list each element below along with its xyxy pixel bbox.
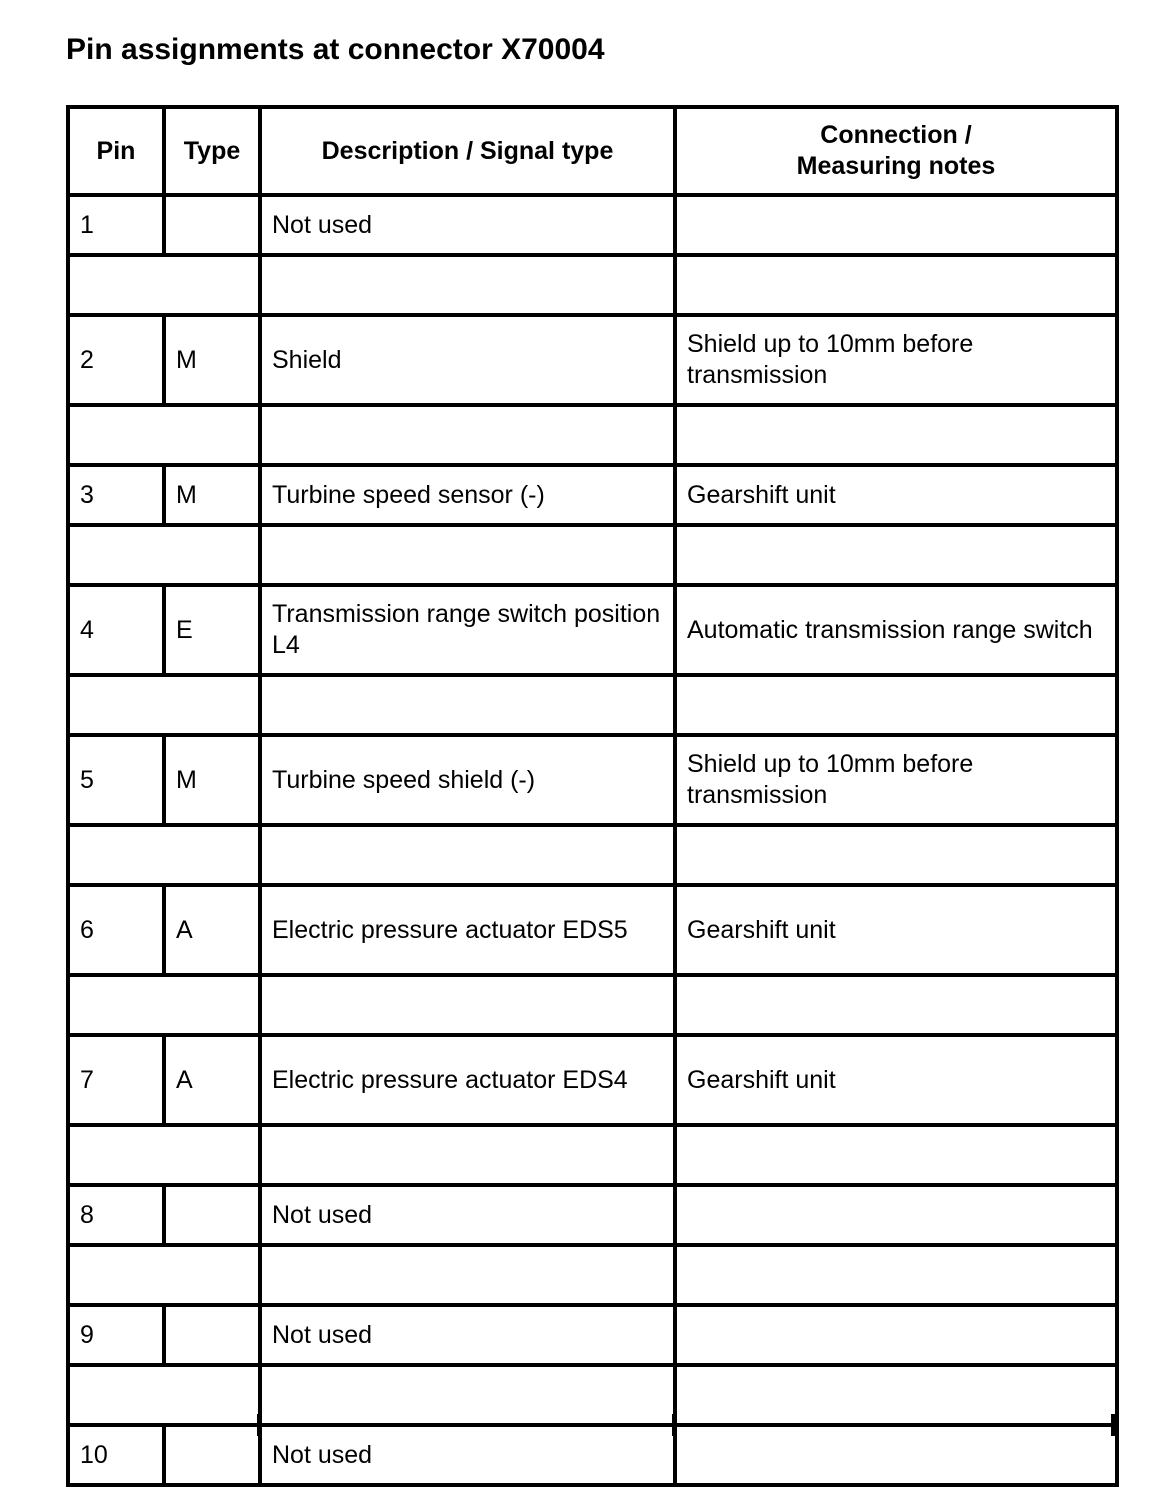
spacer-cell	[68, 1245, 260, 1305]
pin-cell: 1	[68, 195, 164, 255]
connection-cell: Shield up to 10mm before transmission	[675, 735, 1117, 825]
spacer-cell	[675, 975, 1117, 1035]
spacer-cell	[68, 525, 260, 585]
type-cell	[164, 1425, 260, 1485]
table-row	[68, 315, 1117, 405]
spacer-row	[68, 825, 1117, 885]
spacer-cell	[260, 1365, 675, 1425]
type-cell: M	[164, 735, 260, 825]
connection-cell	[675, 1305, 1117, 1365]
description-cell: Electric pressure actuator EDS5	[260, 885, 675, 975]
spacer-cell	[68, 975, 260, 1035]
pin-assignment-table	[66, 105, 1119, 1487]
type-cell	[164, 195, 260, 255]
table-row	[68, 885, 1117, 975]
connection-cell: Gearshift unit	[675, 1035, 1117, 1125]
spacer-cell	[675, 405, 1117, 465]
connection-cell	[675, 195, 1117, 255]
spacer-cell	[260, 405, 675, 465]
description-cell: Not used	[260, 1425, 675, 1485]
spacer-cell	[260, 525, 675, 585]
table-row	[68, 1035, 1117, 1125]
description-cell: Not used	[260, 1305, 675, 1365]
type-cell	[164, 1305, 260, 1365]
spacer-cell	[675, 675, 1117, 735]
spacer-cell	[675, 525, 1117, 585]
spacer-cell	[675, 255, 1117, 315]
pin-cell: 4	[68, 585, 164, 675]
table-row	[68, 585, 1117, 675]
description-cell: Not used	[260, 1185, 675, 1245]
pin-cell: 9	[68, 1305, 164, 1365]
spacer-cell	[68, 405, 260, 465]
spacer-row	[68, 975, 1117, 1035]
type-cell: E	[164, 585, 260, 675]
spacer-cell	[260, 675, 675, 735]
connection-cell	[675, 1425, 1117, 1485]
header-type: Type	[164, 107, 260, 195]
table-row	[68, 1185, 1117, 1245]
spacer-cell	[260, 1245, 675, 1305]
description-cell: Electric pressure actuator EDS4	[260, 1035, 675, 1125]
spacer-cell	[68, 255, 260, 315]
pin-cell: 3	[68, 465, 164, 525]
spacer-cell	[68, 1125, 260, 1185]
connection-cell	[675, 1185, 1117, 1245]
spacer-cell	[675, 1125, 1117, 1185]
spacer-row	[68, 1245, 1117, 1305]
spacer-cell	[260, 975, 675, 1035]
spacer-row	[68, 675, 1117, 735]
spacer-cell	[260, 255, 675, 315]
description-cell: Turbine speed shield (-)	[260, 735, 675, 825]
table-continuation-line	[257, 1414, 261, 1436]
spacer-cell	[68, 825, 260, 885]
table-row	[68, 1305, 1117, 1365]
description-cell: Transmission range switch position L4	[260, 585, 675, 675]
page-title: Pin assignments at connector X70004	[66, 33, 605, 66]
pin-cell: 6	[68, 885, 164, 975]
connection-cell: Shield up to 10mm before transmission	[675, 315, 1117, 405]
description-cell: Turbine speed sensor (-)	[260, 465, 675, 525]
pin-cell: 10	[68, 1425, 164, 1485]
table-continuation-line	[66, 1414, 70, 1436]
spacer-cell	[675, 1365, 1117, 1425]
spacer-cell	[260, 825, 675, 885]
spacer-cell	[260, 1125, 675, 1185]
spacer-row	[68, 255, 1117, 315]
table-row	[68, 735, 1117, 825]
type-cell: M	[164, 315, 260, 405]
pin-cell: 2	[68, 315, 164, 405]
header-pin: Pin	[68, 107, 164, 195]
table-continuation-line	[1111, 1414, 1115, 1436]
spacer-row	[68, 525, 1117, 585]
pin-cell: 5	[68, 735, 164, 825]
connection-cell: Gearshift unit	[675, 885, 1117, 975]
spacer-row	[68, 405, 1117, 465]
description-cell: Not used	[260, 195, 675, 255]
table-row	[68, 195, 1117, 255]
spacer-row	[68, 1365, 1117, 1425]
connection-cell: Gearshift unit	[675, 465, 1117, 525]
connection-cell: Automatic transmission range switch	[675, 585, 1117, 675]
spacer-cell	[675, 1245, 1117, 1305]
spacer-cell	[675, 825, 1117, 885]
pin-cell: 8	[68, 1185, 164, 1245]
table-continuation-line	[672, 1414, 676, 1436]
type-cell	[164, 1185, 260, 1245]
header-connection: Connection / Measuring notes	[675, 107, 1117, 195]
type-cell: A	[164, 1035, 260, 1125]
spacer-cell	[68, 1365, 260, 1425]
type-cell: A	[164, 885, 260, 975]
spacer-row	[68, 1125, 1117, 1185]
type-cell: M	[164, 465, 260, 525]
table-row	[68, 465, 1117, 525]
description-cell: Shield	[260, 315, 675, 405]
spacer-cell	[68, 675, 260, 735]
pin-cell: 7	[68, 1035, 164, 1125]
header-description: Description / Signal type	[260, 107, 675, 195]
table-row	[68, 1425, 1117, 1485]
table-header-row	[68, 107, 1117, 195]
